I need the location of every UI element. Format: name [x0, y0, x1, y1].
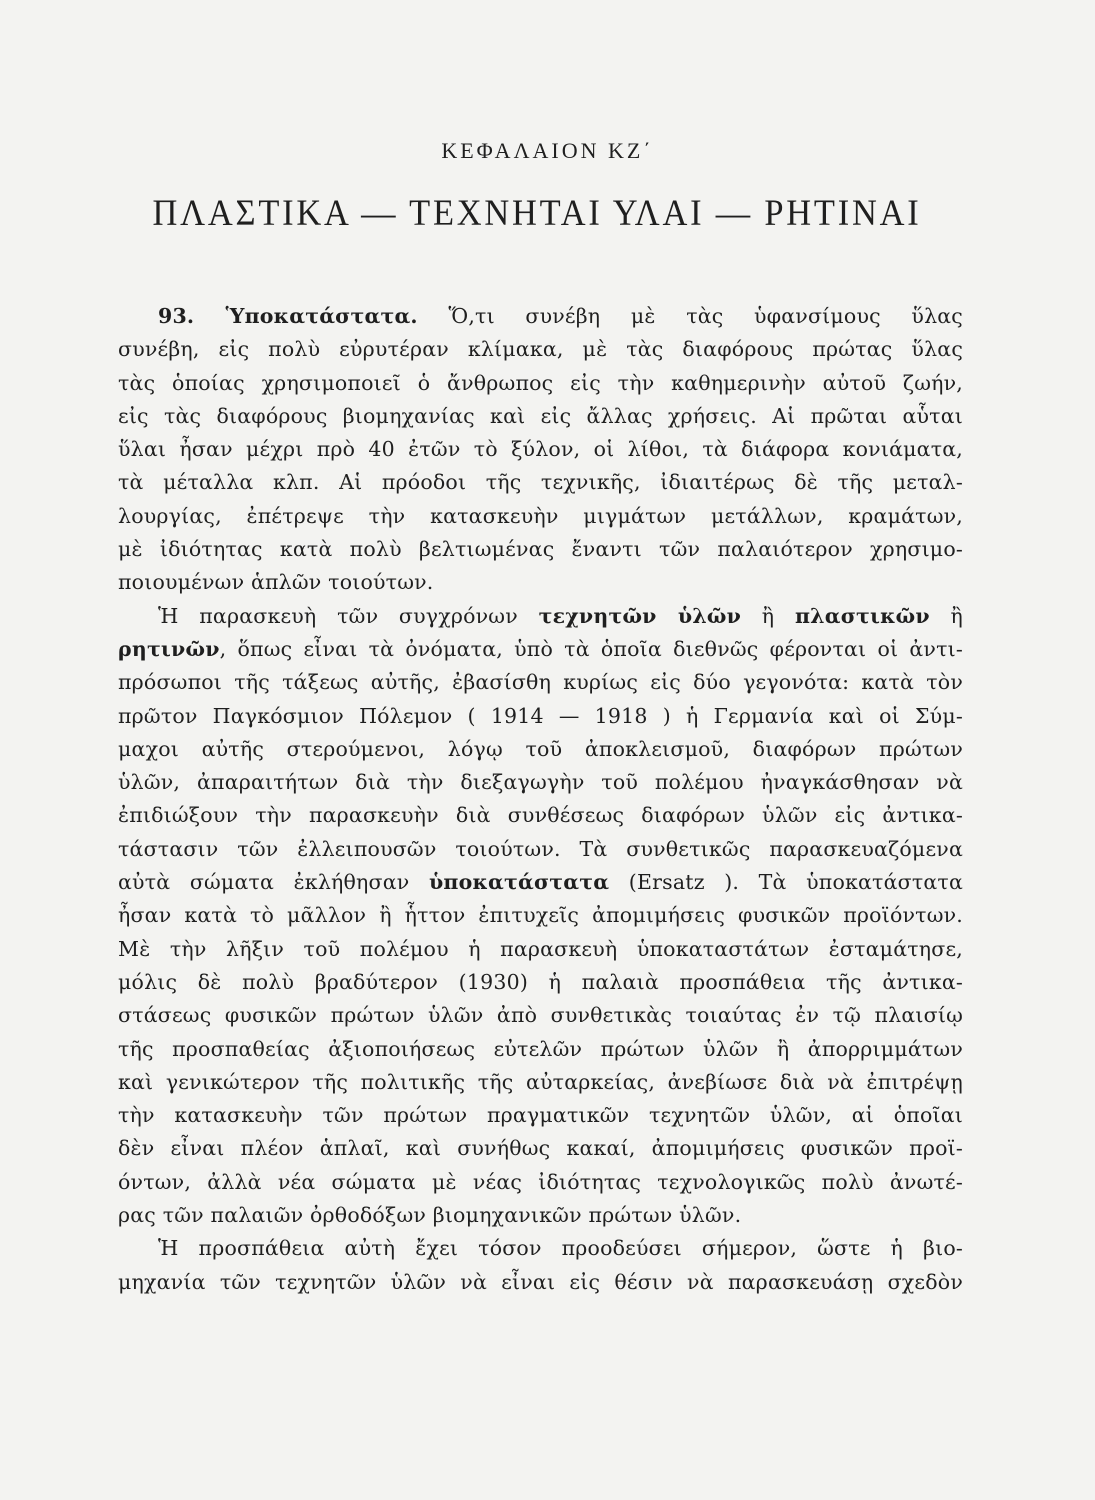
- text-line: [118, 1266, 963, 1299]
- text-segment: εἰς τὰς διαφόρους βιομηχανίας καὶ εἰς ἄλλας χρήσεις. Αἱ πρῶται αὗται: [118, 403, 963, 428]
- text-segment: , ὅπως εἶναι τὰ ὀνόματα, ὑπὸ τὰ ὁποῖα διεθνῶς φέρονται οἱ ἀντι-: [219, 636, 963, 661]
- text-line: [118, 1232, 963, 1265]
- text-segment: αὐτὰ σώματα ἐκλήθησαν: [118, 870, 429, 895]
- text-line: [118, 899, 963, 932]
- text-line: [118, 1166, 963, 1199]
- text-segment: ἦσαν κατὰ τὸ μᾶλλον ἢ ἧττον ἐπιτυχεῖς ἀπομιμήσεις φυσικῶν προϊόντων.: [118, 903, 963, 928]
- text-segment: καὶ γενικώτερον τῆς πολιτικῆς τῆς αὐταρκείας, ἀνεβίωσε διὰ νὰ ἐπιτρέψῃ: [118, 1069, 963, 1094]
- text-segment: Μὲ τὴν λῆξιν τοῦ πολέμου ἡ παρασκευὴ ὑποκαταστάτων ἐσταμάτησε,: [118, 936, 963, 961]
- text-line: [118, 1099, 963, 1132]
- text-line: [118, 799, 963, 832]
- text-line: [118, 533, 963, 566]
- text-segment: τάστασιν τῶν ἐλλειπουσῶν τοιούτων. Τὰ συνθετικῶς παρασκευαζόμενα: [118, 836, 963, 861]
- text-segment: Ὅ,τι συνέβη μὲ τὰς ὑφανσίμους ὕλας: [417, 304, 963, 328]
- text-segment: τὴν κατασκευὴν τῶν πρώτων πραγματικῶν τεχνητῶν ὑλῶν, αἱ ὁποῖαι: [118, 1103, 963, 1128]
- text-line: [118, 1033, 963, 1066]
- body-text: [118, 300, 963, 1299]
- text-line: [118, 1066, 963, 1099]
- text-line: [118, 566, 963, 599]
- text-segment: ὑλῶν, ἀπαραιτήτων διὰ τὴν διεξαγωγὴν τοῦ πολέμου ἠναγκάσθησαν νὰ: [118, 770, 963, 795]
- chapter-heading: ΚΕΦΑΛΑΙΟΝ ΚΖ΄: [441, 138, 654, 163]
- text-segment: μόλις δὲ πολὺ βραδύτερον (1930) ἡ παλαιὰ προσπάθεια τῆς ἀντικα-: [118, 969, 963, 994]
- text-segment: τὰ μέταλλα κλπ. Αἱ πρόοδοι τῆς τεχνικῆς, ἰδιαιτέρως δὲ τῆς μεταλ-: [118, 470, 963, 495]
- text-line: [118, 500, 963, 533]
- text-segment: δὲν εἶναι πλέον ἁπλαῖ, καὶ συνήθως κακαί, ἀπομιμήσεις φυσικῶν προϊ-: [118, 1136, 963, 1161]
- text-line: [118, 466, 963, 499]
- text-segment: λουργίας, ἐπέτρεψε τὴν κατασκευὴν μιγμάτων μετάλλων, κραμάτων,: [118, 503, 963, 528]
- text-segment: ἐπιδιώξουν τὴν παρασκευὴν διὰ συνθέσεως διαφόρων ὑλῶν εἰς ἀντικα-: [118, 803, 963, 828]
- text-line: [118, 766, 963, 799]
- text-line: [118, 367, 963, 400]
- text-line: [118, 433, 963, 466]
- text-line: [118, 1199, 963, 1232]
- text-line: [118, 933, 963, 966]
- text-line: [118, 700, 963, 733]
- bold-term: 93. Ὑποκατάστατα.: [158, 304, 418, 328]
- text-segment: Ἡ παρασκευὴ τῶν συγχρόνων: [158, 603, 539, 628]
- text-line: [118, 666, 963, 699]
- text-line: [118, 999, 963, 1032]
- text-line: [118, 833, 963, 866]
- text-segment: ἢ: [741, 603, 795, 628]
- text-segment: μηχανία τῶν τεχνητῶν ὑλῶν νὰ εἶναι εἰς θέσιν νὰ παρασκευάσῃ σχεδὸν: [118, 1269, 963, 1294]
- text-line: [118, 966, 963, 999]
- text-segment: ἢ: [929, 603, 964, 628]
- text-segment: μαχοι αὐτῆς στερούμενοι, λόγῳ τοῦ ἀποκλεισμοῦ, διαφόρων πρώτων: [118, 736, 963, 761]
- text-segment: μὲ ἰδιότητας κατὰ πολὺ βελτιωμένας ἔναντι τῶν παλαιότερον χρησιμο-: [118, 537, 963, 562]
- text-segment: συνέβη, εἰς πολὺ εὐρυτέραν κλίμακα, μὲ τὰς διαφόρους πρώτας ὕλας: [118, 337, 963, 362]
- text-line: [118, 1132, 963, 1165]
- text-line: [118, 633, 963, 666]
- text-segment: τὰς ὁποίας χρησιμοποιεῖ ὁ ἄνθρωπος εἰς τὴν καθημερινὴν αὐτοῦ ζωήν,: [118, 370, 963, 395]
- text-segment: τῆς προσπαθείας ἀξιοποιήσεως εὐτελῶν πρώτων ὑλῶν ἢ ἀπορριμμάτων: [118, 1036, 963, 1061]
- text-segment: (Ersatz ). Τὰ ὑποκατάστατα: [609, 870, 963, 895]
- text-line: [118, 866, 963, 899]
- bold-term: πλαστικῶν: [794, 603, 930, 628]
- bold-term: ρητινῶν: [118, 636, 220, 661]
- text-line: [118, 733, 963, 766]
- text-segment: ὕλαι ἦσαν μέχρι πρὸ 40 ἐτῶν τὸ ξύλον, οἱ λίθοι, τὰ διάφορα κονιάματα,: [118, 437, 963, 462]
- text-line: [118, 400, 963, 433]
- bold-term: ὑποκατάστατα: [428, 870, 610, 895]
- text-segment: ρας τῶν παλαιῶν ὀρθοδόξων βιομηχανικῶν πρώτων ὑλῶν.: [118, 1203, 742, 1228]
- text-segment: Ἡ προσπάθεια αὐτὴ ἔχει τόσον προοδεύσει σήμερον, ὥστε ἡ βιο-: [158, 1236, 963, 1261]
- text-segment: ποιουμένων ἁπλῶν τοιούτων.: [118, 570, 434, 595]
- text-segment: όντων, ἀλλὰ νέα σώματα μὲ νέας ἰδιότητας τεχνολογικῶς πολὺ ἀνωτέ-: [118, 1169, 963, 1194]
- text-line: [118, 300, 963, 333]
- chapter-title: ΠΛΑΣΤΙΚΑ — ΤΕΧΝΗΤΑΙ ΥΛΑΙ — ΡΗΤΙΝΑΙ: [152, 193, 922, 234]
- text-segment: πρόσωποι τῆς τάξεως αὐτῆς, ἐβασίσθη κυρίως εἰς δύο γεγονότα: κατὰ τὸν: [118, 670, 963, 695]
- text-segment: πρῶτον Παγκόσμιον Πόλεμον ( 1914 — 1918 ) ἡ Γερμανία καὶ οἱ Σύμ-: [118, 703, 963, 728]
- bold-term: τεχνητῶν ὑλῶν: [538, 603, 742, 628]
- text-line: [118, 600, 963, 633]
- text-segment: στάσεως φυσικῶν πρώτων ὑλῶν ἀπὸ συνθετικὰς τοιαύτας ἐν τῷ πλαισίῳ: [118, 1003, 963, 1028]
- text-line: [118, 333, 963, 366]
